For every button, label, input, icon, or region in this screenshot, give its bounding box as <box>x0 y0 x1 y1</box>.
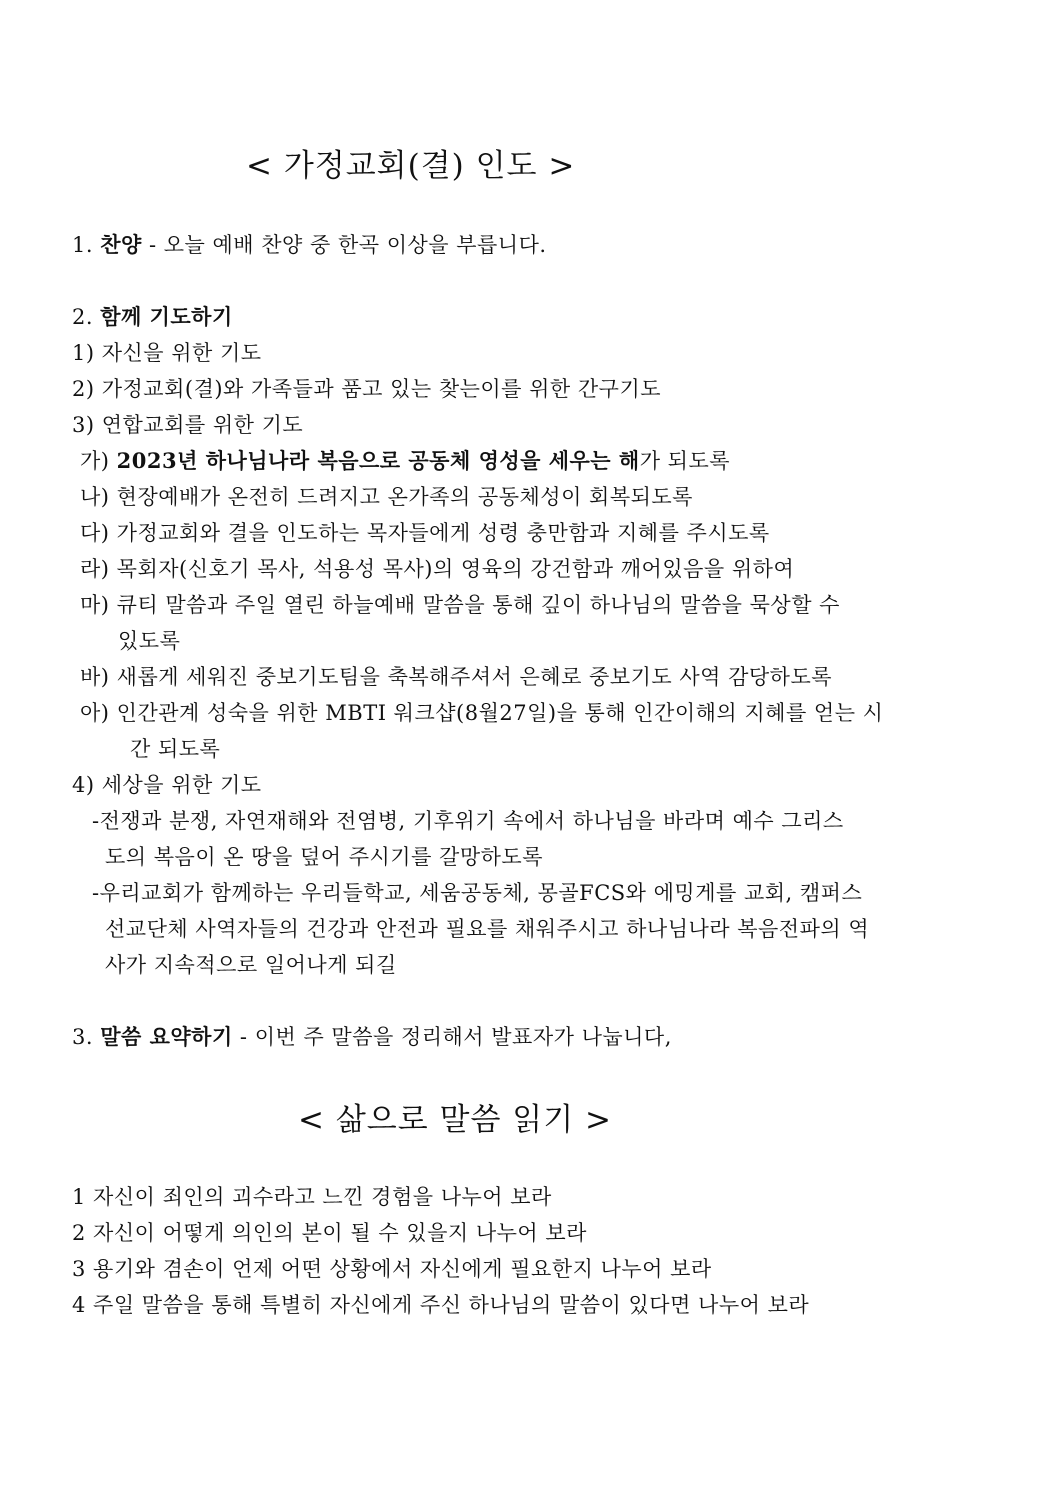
item-text: - 이번 주 말씀을 정리해서 발표자가 나눕니다, <box>232 1025 672 1049</box>
prayer-house-church: 2) 가정교회(결)와 가족들과 품고 있는 찾는이를 위한 간구기도 <box>72 377 662 401</box>
prayer-point-na: 나) 현장예배가 온전히 드려지고 온가족의 공동체성이 회복되도록 <box>80 485 693 509</box>
world-prayer-2-cont: 선교단체 사역자들의 건강과 안전과 필요를 채워주시고 하나님나라 복음전파의 역 <box>105 917 870 941</box>
prayer-point-ma-cont: 있도록 <box>118 629 181 653</box>
item-praise <box>72 230 547 260</box>
item-number: 1. <box>72 233 101 257</box>
prayer-point-ma: 마) 큐티 말씀과 주일 열린 하늘예배 말씀을 통해 깊이 하나님의 말씀을 묵상할 수 <box>80 593 840 617</box>
prayer-point-da: 다) 가정교회와 결을 인도하는 목자들에게 성령 충만함과 지혜를 주시도록 <box>80 521 770 545</box>
prayer-point-a-cont: 간 되도록 <box>130 737 221 761</box>
item-heading: 함께 기도하기 <box>100 304 233 329</box>
question-item: 2 자신이 어떻게 의인의 본이 될 수 있을지 나누어 보라 <box>72 1221 587 1245</box>
world-prayer-2-cont2: 사가 지속적으로 일어나게 되길 <box>105 953 397 977</box>
question-item: 3 용기와 겸손이 언제 어떤 상황에서 자신에게 필요한지 나누어 보라 <box>72 1257 712 1281</box>
prayer-world: 4) 세상을 위한 기도 <box>72 773 262 797</box>
item-number: 3. <box>72 1025 101 1049</box>
question-item: 1 자신이 죄인의 괴수라고 느낀 경험을 나누어 보라 <box>72 1185 552 1209</box>
prayer-point-ga <box>80 446 730 476</box>
item-prayer <box>72 302 233 332</box>
year-theme: 2023년 하나님나라 복음으로 공동체 영성을 세우는 해 <box>116 448 640 473</box>
question-item: 4 주일 말씀을 통해 특별히 자신에게 주신 하나님의 말씀이 있다면 나누어 보라 <box>72 1293 810 1317</box>
point-marker: 가) <box>80 449 117 473</box>
item-text: - 오늘 예배 찬양 중 한곡 이상을 부릅니다. <box>141 233 547 257</box>
world-prayer-2: -우리교회가 함께하는 우리들학교, 세움공동체, 몽골FCS와 에밍게를 교회, 캠퍼스 <box>92 881 863 905</box>
prayer-self: 1) 자신을 위한 기도 <box>72 341 262 365</box>
prayer-point-ra: 라) 목회자(신호기 목사, 석용성 목사)의 영육의 강건함과 깨어있음을 위하여 <box>80 557 795 581</box>
item-heading: 말씀 요약하기 <box>100 1024 233 1049</box>
section-title-life-reading: < 삶으로 말씀 읽기 > <box>298 1102 612 1138</box>
world-prayer-1-cont: 도의 복음이 온 땅을 덮어 주시기를 갈망하도록 <box>105 845 543 869</box>
section-title-guide: < 가정교회(결) 인도 > <box>246 148 576 184</box>
item-heading: 찬양 <box>100 232 142 257</box>
point-text: 가 되도록 <box>639 449 731 473</box>
prayer-point-a: 아) 인간관계 성숙을 위한 MBTI 워크샵(8월27일)을 통해 인간이해의 지혜를 얻는 시 <box>80 701 884 725</box>
world-prayer-1: -전쟁과 분쟁, 자연재해와 전염병, 기후위기 속에서 하나님을 바라며 예수 그리스 <box>92 809 844 833</box>
item-sermon-summary <box>72 1022 672 1052</box>
prayer-united-church: 3) 연합교회를 위한 기도 <box>72 413 304 437</box>
item-number: 2. <box>72 305 101 329</box>
prayer-point-ba: 바) 새롭게 세워진 중보기도팀을 축복해주셔서 은혜로 중보기도 사역 감당하도록 <box>80 665 833 689</box>
